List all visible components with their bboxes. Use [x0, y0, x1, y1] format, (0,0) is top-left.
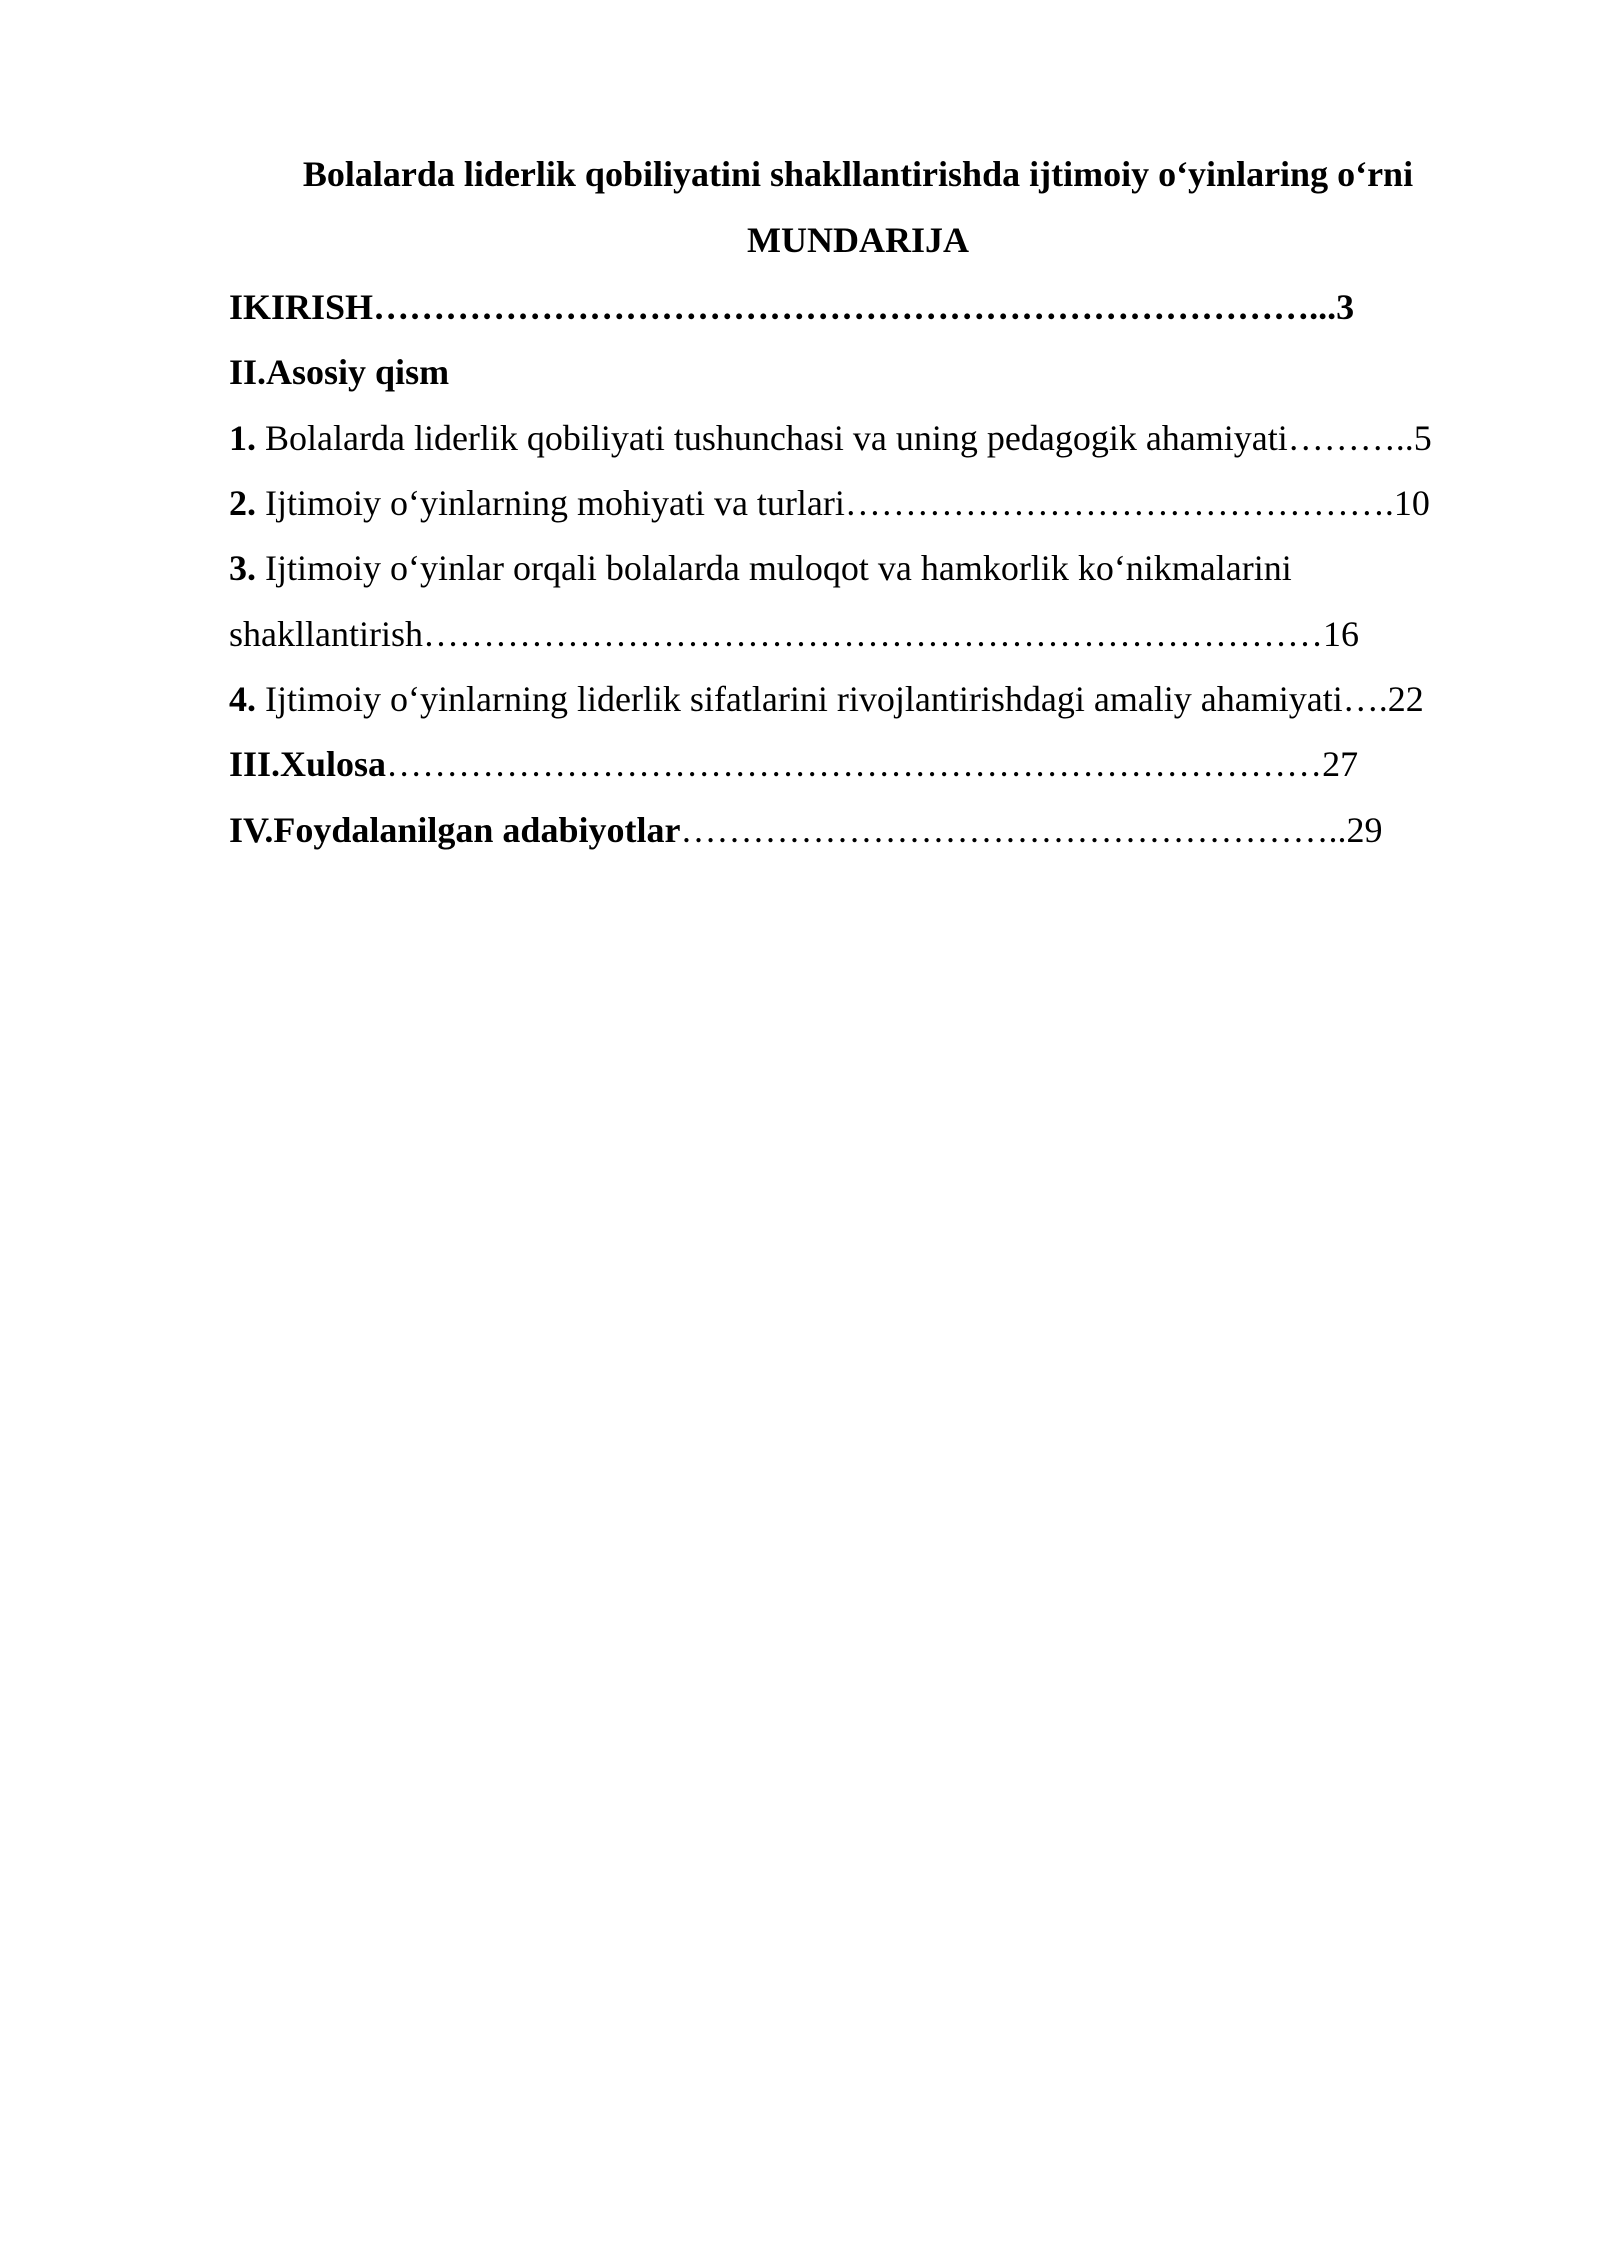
toc-leader: ………………………………………………..	[680, 810, 1347, 850]
toc-page-number: 3	[1336, 287, 1355, 327]
toc-entry-4[interactable]	[229, 674, 1424, 724]
toc-leader: ……………………………………………………………………...	[373, 287, 1337, 327]
toc-entry-label: III.Xulosa	[229, 744, 387, 784]
toc-page-number: 22	[1387, 679, 1424, 719]
toc-entry-number: 2.	[229, 483, 256, 523]
toc-entry-label: IV.Foydalanilgan adabiyotlar	[229, 810, 681, 850]
toc-entry-label: IKIRISH	[229, 287, 374, 327]
toc-page-number: 5	[1413, 418, 1432, 458]
toc-section-main[interactable]	[229, 347, 449, 397]
toc-leader: ….	[1342, 679, 1388, 719]
toc-leader: ………..	[1287, 418, 1414, 458]
toc-entry-conclusion[interactable]	[229, 739, 1358, 789]
toc-page-number: 27	[1322, 744, 1359, 784]
toc-entry-intro[interactable]	[229, 282, 1354, 332]
toc-entry-references[interactable]	[229, 805, 1382, 855]
toc-heading: MUNDARIJA	[747, 220, 969, 260]
toc-entry-1[interactable]	[229, 413, 1432, 463]
toc-leader: …………………………………………………………………	[422, 614, 1323, 654]
toc-leader: ……………………………………….	[844, 483, 1394, 523]
toc-leader: ……………………………………………………………………	[386, 744, 1323, 784]
toc-page-number: 10	[1393, 483, 1430, 523]
toc-entry-2[interactable]	[229, 478, 1430, 528]
toc-section-label: II.Asosiy qism	[229, 352, 450, 392]
toc-entry-label-continuation: shakllantirish	[229, 614, 423, 654]
document-title: Bolalarda liderlik qobiliyatini shakllantirishda ijtimoiy o‘yinlaring o‘rni	[302, 154, 1414, 194]
toc-entry-3[interactable]	[229, 543, 1292, 593]
toc-page-number: 16	[1322, 614, 1359, 654]
toc-entry-label: Bolalarda liderlik qobiliyati tushunchasi va uning pedagogik ahamiyati	[256, 418, 1288, 458]
toc-entry-3-continuation[interactable]	[229, 609, 1359, 659]
toc-entry-number: 1.	[229, 418, 256, 458]
toc-entry-number: 4.	[229, 679, 256, 719]
toc-entry-label: Ijtimoiy o‘yinlar orqali bolalarda muloqot va hamkorlik ko‘nikmalarini	[256, 548, 1292, 588]
toc-entry-label: Ijtimoiy o‘yinlarning liderlik sifatlarini rivojlantirishdagi amaliy ahamiyati	[256, 679, 1343, 719]
toc-entry-number: 3.	[229, 548, 256, 588]
toc-entry-label: Ijtimoiy o‘yinlarning mohiyati va turlari	[256, 483, 845, 523]
toc-page-number: 29	[1346, 810, 1383, 850]
